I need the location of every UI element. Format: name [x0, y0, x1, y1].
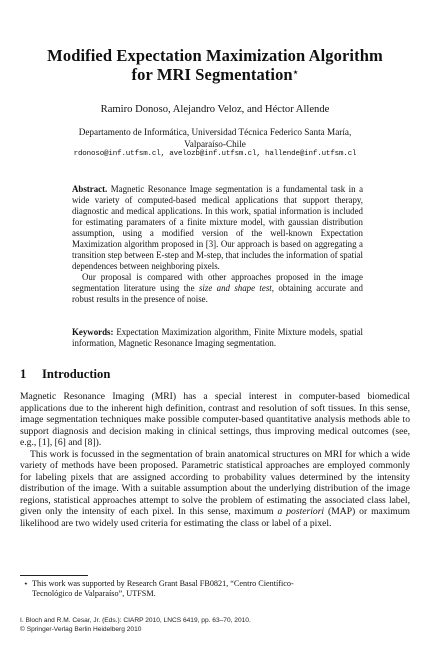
author-list: Ramiro Donoso, Alejandro Veloz, and Héctor Allende	[100, 104, 330, 115]
citation-line-1: I. Bloch and R.M. Cesar, Jr. (Eds.): CIARP 2010, LNCS 6419, pp. 63–70, 2010.	[20, 617, 251, 624]
affiliation	[20, 127, 410, 150]
abstract-block	[72, 184, 363, 306]
keywords-block	[72, 327, 363, 349]
abstract-text-2b: , obtaining accurate and robust results in the presence of noise.	[72, 283, 363, 305]
introduction-body	[20, 391, 410, 529]
abstract-text-2a: Our proposal is compared with other approaches proposed in the image segmentation literature using the	[72, 272, 363, 294]
title-line-2-text: for MRI Segmentation	[131, 65, 293, 84]
footnote-text-1: This work was supported by Research Grant Basal FB0821, “Centro Científico-	[32, 579, 294, 588]
intro-text-2b: (MAP) or maximum likelihood are two widely used criteria for estimating the class or label of a pixel.	[20, 506, 410, 529]
section-heading	[20, 367, 110, 382]
footnote-line-1	[20, 579, 410, 589]
title-line-1: Modified Expectation Maximization Algorithm	[47, 46, 383, 65]
footnote	[20, 579, 410, 600]
footnote-mark: ⋆	[23, 579, 29, 588]
citation-line-2: © Springer-Verlag Berlin Heidelberg 2010	[20, 625, 142, 633]
footnote-rule	[20, 575, 88, 576]
section-title: Introduction	[42, 367, 111, 381]
footnote-line-2: Tecnológico de Valparaíso”, UTFSM.	[32, 589, 156, 599]
author-emails: rdonoso@inf.utfsm.cl, avelozb@inf.utfsm.cl, hallende@inf.utfsm.cl	[73, 150, 357, 158]
title-line-2	[20, 65, 410, 84]
abstract-paragraph-2	[72, 272, 363, 305]
abstract-text-2-italic: size and shape test	[198, 283, 272, 294]
abstract-label: Abstract.	[72, 184, 108, 194]
citation-block	[20, 617, 410, 635]
intro-text-2a: This work is focussed in the segmentation of brain anatomical structures on MRI for which a wide variety of methods have been proposed. Parametric statistical approaches are employed commonly for labeling pixels that are assigned according to probability values determined by the intensity distribution of the image. With a suitable assumption about the underlying distribution of the image regions, statistical approaches attempt to solve the problem of estimating the associated class label, given only the intensity of each pixel. In this sense, maximum	[20, 448, 410, 517]
title-footnote-mark: ⋆	[292, 67, 299, 77]
paper-title	[20, 46, 410, 84]
keywords-text: Expectation Maximization algorithm, Finite Mixture models, spatial information, Magnetic Resonance Imaging segmentation.	[72, 327, 363, 349]
intro-text-2-italic: a posteriori	[277, 506, 325, 517]
abstract-paragraph-1	[72, 184, 363, 272]
section-number: 1	[20, 367, 27, 381]
intro-paragraph-1: Magnetic Resonance Imaging (MRI) has a special interest in computer-based biomedical applications due to the inherent high definition, contrast and resolution of soft tissues. In this sense, image segmentation techniques make possible computer-based quantitative analysis methods able to support diagnosis and decision making in clinical settings, thus improving medical outcomes (see, e.g., [1], [6] and [8]).	[20, 391, 410, 448]
keywords-label: Keywords:	[72, 327, 114, 337]
abstract-text-1: Magnetic Resonance Image segmentation is a fundamental task in a wide variety of computed-based medical applications that support therapy, diagnostic and medical applications. In this work, spatial information is included for estimating paramaters of a finite mixture model, with gaussian distribution assumption, using a modified version of the well-known Expectation Maximization algorithm proposed in [3]. Our approach is based on aggregating a transition step between E-step and M-step, that includes the information of spatial dependences between neighboring pixels.	[72, 184, 364, 272]
affiliation-line-1: Departamento de Informática, Universidad Técnica Federico Santa María,	[78, 127, 352, 137]
intro-paragraph-2	[20, 449, 410, 530]
affiliation-line-2: Valparaíso-Chile	[184, 138, 246, 149]
